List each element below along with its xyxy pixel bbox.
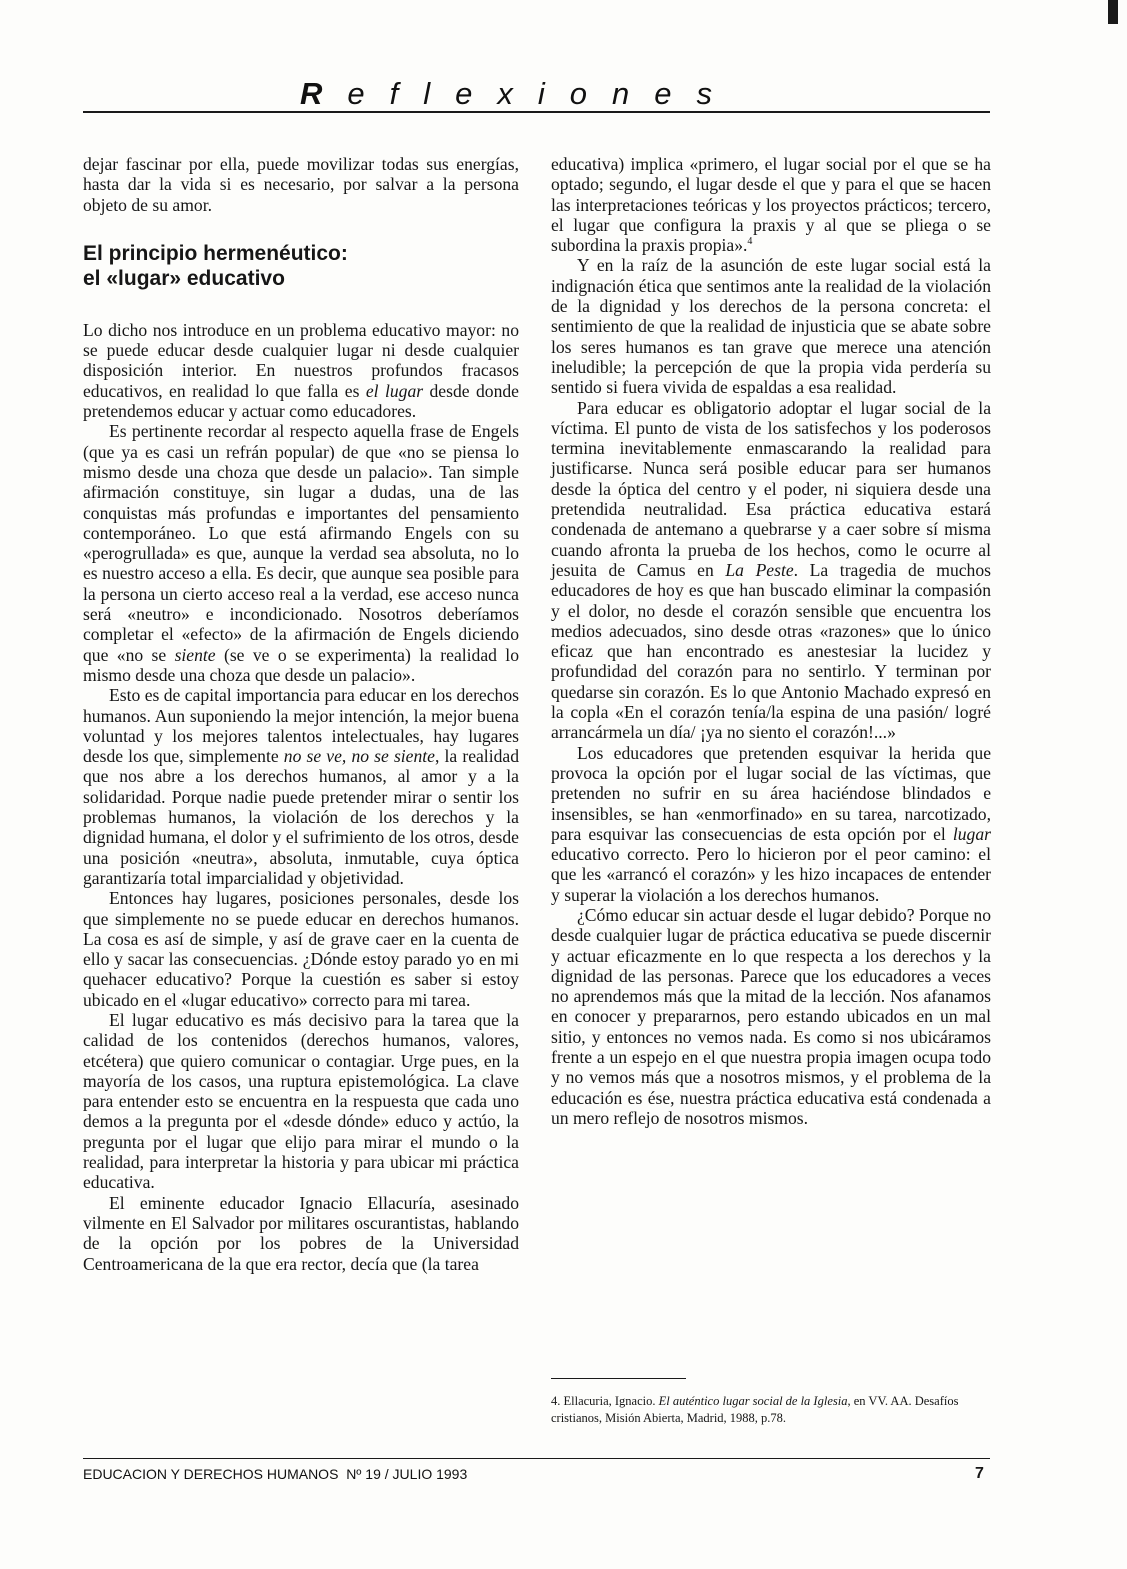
footnote-reference: 4 <box>747 236 753 248</box>
section-header-rest: eflexiones <box>347 76 737 111</box>
footer-journal: EDUCACION Y DERECHOS HUMANOS Nº 19 / JULIO 1993 <box>83 1466 468 1482</box>
section-header-initial: R <box>300 76 348 111</box>
page-number: 7 <box>975 1465 984 1482</box>
footnote-title: El auténtico lugar social de la Iglesia <box>658 1394 848 1408</box>
footnote: 4. Ellacuria, Ignacio. El auténtico lugar social de la Iglesia, en VV. AA. Desafíos cristianos, Misión Abierta, Madrid, 1988, p.78. <box>551 1394 959 1425</box>
paragraph-3: Esto es de capital importancia para educar en los derechos humanos. Aun suponiendo la mejor intención, la mejor buena voluntad y los mejores talentos intelectuales, hay lugares desde los que, simplemente no se ve, no se siente, la realidad que nos abre a los derechos humanos, al amor y a la solidaridad. Porque nadie puede pretender mirar o sentir los problemas humanos, la violación de los derechos y la dignidad humana, el dolor y el sufrimiento de los otros, desde una posición «neutra», absoluta, inmutable, cuya óptica garantizaría total imparcialidad y objetividad. <box>83 685 519 888</box>
paragraph-r3: Para educar es obligatorio adoptar el lugar social de la víctima. El punto de vista de los satisfechos y los poderosos termina inevitablemente enmascarando la realidad para justificarse. Nunca será posible educar para ser humanos desde la óptica del centro y el poder, ni siquiera desde una pretendida neutralidad. Esa práctica educativa estará condenada de antemano a quebrarse y a caer sobre sí misma cuando afronta la prueba de los hechos, como le ocurre al jesuita de Camus en La Peste. La tragedia de muchos educadores de hoy es que han buscado eliminar la compasión y el dolor, no desde el corazón sensible que encuentra los medios adecuados, sino desde otras «razones» que lo único eficaz que han encontrado es anestesiar la lucidez y profundidad del corazón para no sentirlo. Y terminan por quedarse sin corazón. Es lo que Antonio Machado expresó en la copla «En el corazón tenía/la espina de una pasión/ logré arrancármela un día/ ¡ya no siento el corazón!...» <box>551 397 991 743</box>
section-heading <box>83 241 519 291</box>
footnote-rule <box>551 1378 686 1379</box>
paragraph-r4: Los educadores que pretenden esquivar la herida que provoca la opción por el lugar social de las víctimas, que pretenden no sufrir en su área haciéndose blindados e insensibles, se han «enmorfinado» en su tarea, narcotizado, para esquivar las consecuencias de esta opción por el lugar educativo correcto. Pero lo hicieron por el peor camino: el que les «arrancó el corazón» y les hizo incapaces de entender y superar la violación a los derechos humanos. <box>551 742 991 905</box>
heading-line-1: El principio hermenéutico: <box>83 241 348 265</box>
emphasis-el-lugar: el lugar <box>365 380 424 401</box>
right-column <box>551 154 991 1128</box>
section-header <box>300 76 770 116</box>
emphasis-lugar: lugar <box>952 823 991 844</box>
emphasis-la-peste: La Peste <box>725 559 794 580</box>
paragraph-r5: ¿Cómo educar sin actuar desde el lugar debido? Porque no desde cualquier lugar de práctica educativa se puede discernir y actuar eficazmente en lo que respecta a los derechos y la dignidad de las personas. Parece que los educadores a veces no aprendemos más que la mitad de la lección. Nos afanamos en conocer y prepararnos, pero estando ubicados en un mal sitio, y entonces no vemos nada. Es como si nos ubicáramos frente a un espejo en el que nuestra propia imagen ocupa todo y no vemos más que a nosotros mismos, y el problema de la educación es ése, nuestra práctica educativa está condenada a un mero reflejo de nosotros mismos. <box>551 904 991 1128</box>
paragraph-4: Entonces hay lugares, posiciones personales, desde los que simplemente no se puede educar en derechos humanos. La cosa es así de simple, y así de grave caer en la cuenta de ello y sacar las consecuencias. ¿Dónde estoy parado yo en mi quehacer educativo? Porque la cuestión es saber si estoy ubicado en el «lugar educativo» correcto para mi tarea. <box>83 888 519 1010</box>
paragraph-5: El lugar educativo es más decisivo para la tarea que la calidad de los contenidos (derechos humanos, valores, etcétera) que quiero comunicar o contagiar. Urge pues, en la mayoría de los casos, una ruptura epistemológica. La clave para entender esto se encuentra en la respuesta que cada uno demos a la pregunta por el «desde dónde» educo y actúo, la pregunta por el lugar que elijo para mirar el mundo o la realidad, para interpretar la historia y para ubicar mi práctica educativa. <box>83 1009 519 1193</box>
emphasis-no-se-ve: no se ve, no se siente <box>283 746 435 767</box>
intro-paragraph: dejar fascinar por ella, puede movilizar todas sus energías, hasta dar la vida si es necesario, por salvar a la persona objeto de su amor. <box>83 154 519 215</box>
emphasis-siente: siente <box>174 644 216 665</box>
paragraph-r2: Y en la raíz de la asunción de este lugar social está la indignación ética que sentimos ante la realidad de la violación de la dignidad y los derechos de la persona concreta: el sentimiento de que la realidad de injusticia que se abate sobre los seres humanos es tan grave que merece una atención ineludible; la percepción de que la propia vida perdería su sentido si fuera vivida de espaldas a esa realidad. <box>551 255 991 398</box>
paragraph-6: El eminente educador Ignacio Ellacuría, asesinado vilmente en El Salvador por militares oscurantistas, hablando de la opción por los pobres de la Universidad Centroamericana de la que era rector, decía que (la tarea <box>83 1192 519 1274</box>
paragraph-2: Es pertinente recordar al respecto aquella frase de Engels (que ya es casi un refrán popular) de que «no se piensa lo mismo desde una choza que desde un palacio». Tan simple afirmación constituye, sin lugar a dudas, una de las conquistas más profundas e importantes del pensamiento contemporáneo. Lo que está afirmando Engels con su «perogrullada» es que, aunque la verdad sea absoluta, no lo es nuestro acceso a ella. Es decir, que aunque sea posible para la persona un cierto acceso real a la verdad, ese acceso nunca será «neutro» e incondicionado. Nosotros deberíamos completar el «efecto» de la afirmación de Engels diciendo que «no se siente (se ve o se experimenta) la realidad lo mismo desde una choza que desde un palacio». <box>83 421 519 685</box>
heading-line-2: el «lugar» educativo <box>83 266 285 290</box>
left-column <box>83 154 519 1274</box>
paragraph-r1: educativa) implica «primero, el lugar social por el que se ha optado; segundo, el lugar desde el que y para el que se hacen las interpretaciones teóricas y los proyectos prácticos; tercero, el lugar que configura la praxis y al que se pliega o se subordina la praxis propia».$^4$ <box>551 154 991 256</box>
scan-corner-mark <box>1108 0 1118 24</box>
header-rule <box>83 111 990 113</box>
footer-rule <box>83 1458 990 1459</box>
paragraph-1: Lo dicho nos introduce en un problema educativo mayor: no se puede educar desde cualquier lugar ni desde cualquier disposición interior. En nuestros profundos fracasos educativos, en realidad lo que falla es el lugar desde donde pretendemos educar y actuar como educadores. <box>83 319 519 422</box>
